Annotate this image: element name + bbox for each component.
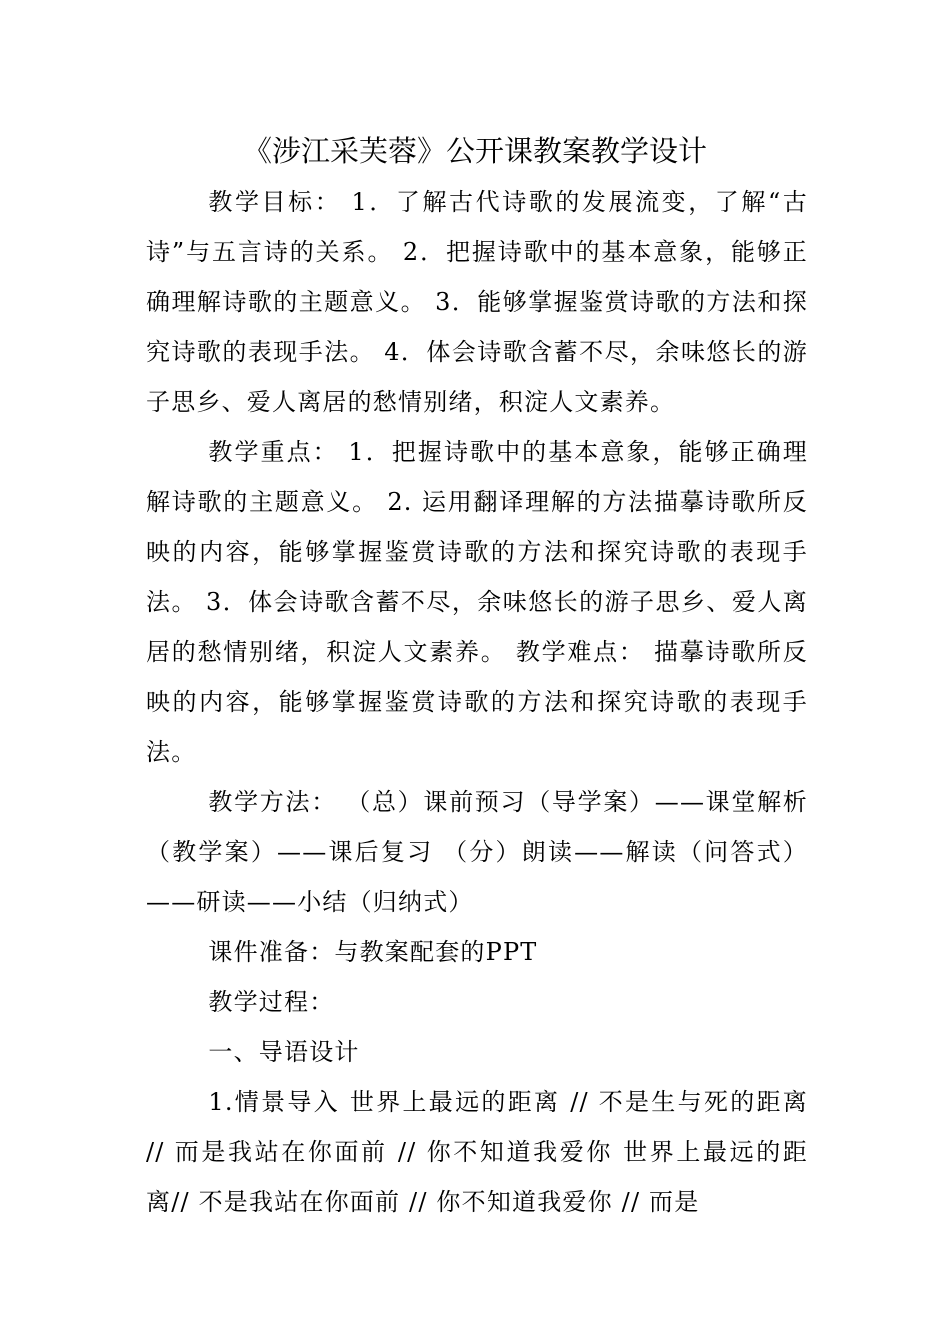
document-title: 《涉江采芙蓉》公开课教案教学设计 <box>242 134 707 168</box>
paragraph-teaching-focus: 教学重点： 1．把握诗歌中的基本意象，能够正确理解诗歌的主题意义。 2. 运用翻译理解的方法描摹诗歌所反映的内容，能够掌握鉴赏诗歌的方法和探究诗歌的表现手法。 3．体会诗歌含蓄不尽，余味悠长的游子思乡、爱人离居的愁情别绪，积淀人文素养。 教学难点： 描摹诗歌所反映的内容，能够掌握鉴赏诗歌的方法和探究诗歌的表现手法。 <box>146 438 808 766</box>
paragraph-teaching-objectives: 教学目标： 1．了解古代诗歌的发展流变，了解“古诗”与五言诗的关系。 2．把握诗歌中的基本意象，能够正确理解诗歌的主题意义。 3．能够掌握鉴赏诗歌的方法和探究诗歌的表现手法。 4．体会诗歌含蓄不尽，余味悠长的游子思乡、爱人离居的愁情别绪，积淀人文素养。 <box>146 188 808 416</box>
paragraph-courseware: 课件准备：与教案配套的PPT <box>208 938 538 966</box>
paragraph-teaching-process: 教学过程： <box>208 988 335 1016</box>
paragraph-scenario-intro: 1.情景导入 世界上最远的距离 // 不是生与死的距离 // 而是我站在你面前 // 你不知道我爱你 世界上最远的距离// 不是我站在你面前 // 你不知道我爱你 // 而是 <box>146 1088 808 1216</box>
paragraph-teaching-methods: 教学方法： （总）课前预习（导学案）——课堂解析（教学案）——课后复习 （分）朗读——解读（问答式）——研读——小结（归纳式） <box>146 788 808 916</box>
paragraph-section-heading: 一、导语设计 <box>208 1038 360 1066</box>
document-body <box>146 177 808 1227</box>
